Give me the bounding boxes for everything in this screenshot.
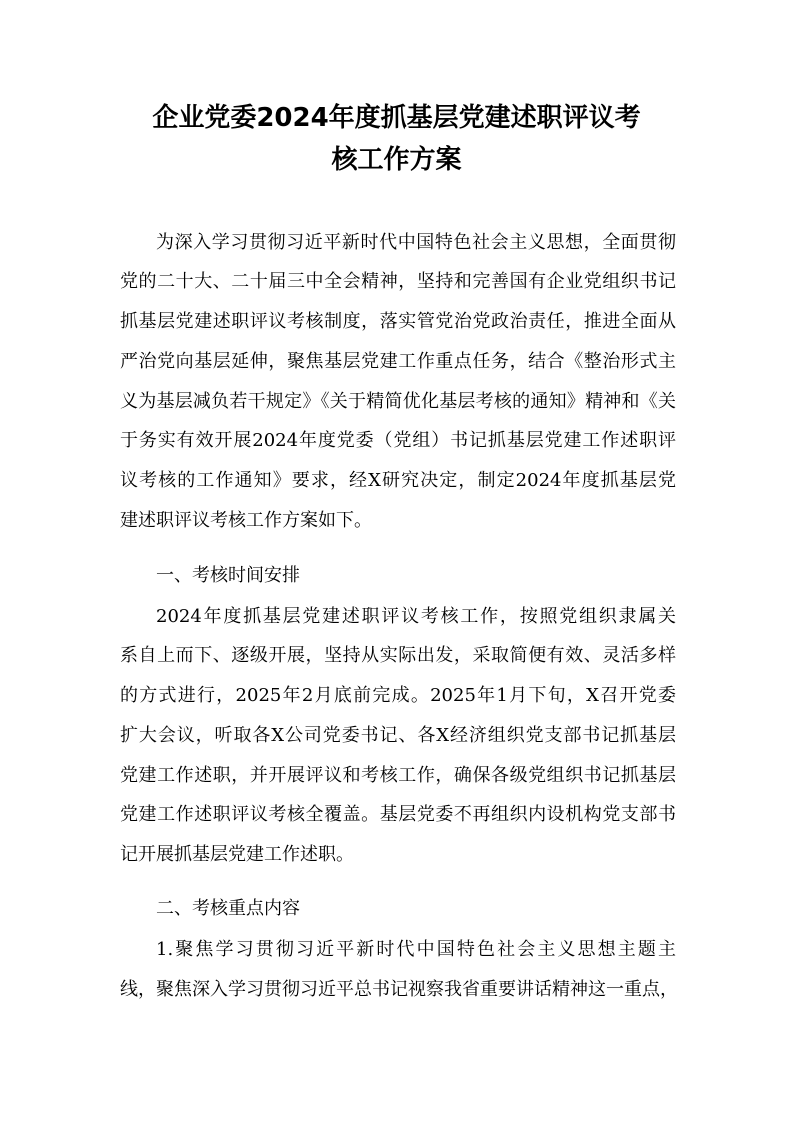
body-line: 义为基层减负若干规定》《关于精简优化基层考核的通知》精神和《关	[120, 391, 676, 412]
body-line: 的方式进行，2025年2月底前完成。2025年1月下旬，X召开党委	[120, 685, 676, 706]
body-line: 严治党向基层延伸，聚焦基层党建工作重点任务，结合《整治形式主	[120, 351, 676, 372]
body-line: 党建工作述职，并开展评议和考核工作，确保各级党组织书记抓基层	[120, 765, 676, 786]
section-heading: 二、考核重点内容	[156, 898, 300, 919]
document-title-line-1: 企业党委2024年度抓基层党建述职评议考	[152, 103, 641, 133]
body-line: 为深入学习贯彻习近平新时代中国特色社会主义思想，全面贯彻	[156, 232, 676, 253]
body-line: 建述职评议考核工作方案如下。	[120, 510, 372, 531]
body-line: 1.聚焦学习贯彻习近平新时代中国特色社会主义思想主题主	[156, 939, 676, 960]
body-line: 党建工作述职评议考核全覆盖。基层党委不再组织内设机构党支部书	[120, 804, 676, 825]
body-line: 议考核的工作通知》要求，经X研究决定，制定2024年度抓基层党	[120, 470, 676, 491]
body-line: 抓基层党建述职评议考核制度，落实管党治党政治责任，推进全面从	[120, 311, 676, 332]
body-line: 党的二十大、二十届三中全会精神，坚持和完善国有企业党组织书记	[120, 271, 676, 292]
body-line: 线，聚焦深入学习贯彻习近平总书记视察我省重要讲话精神这一重点，	[120, 979, 678, 1000]
body-line: 2024年度抓基层党建述职评议考核工作，按照党组织隶属关	[156, 606, 676, 627]
body-line: 扩大会议，听取各X公司党委书记、各X经济组织党支部书记抓基层	[120, 725, 676, 746]
document-title-line-2: 核工作方案	[331, 145, 462, 175]
body-line: 记开展抓基层党建工作述职。	[120, 844, 354, 865]
body-line: 系自上而下、逐级开展，坚持从实际出发，采取简便有效、灵活多样	[120, 645, 676, 666]
body-line: 于务实有效开展2024年度党委（党组）书记抓基层党建工作述职评	[120, 430, 676, 451]
section-heading: 一、考核时间安排	[156, 565, 300, 586]
